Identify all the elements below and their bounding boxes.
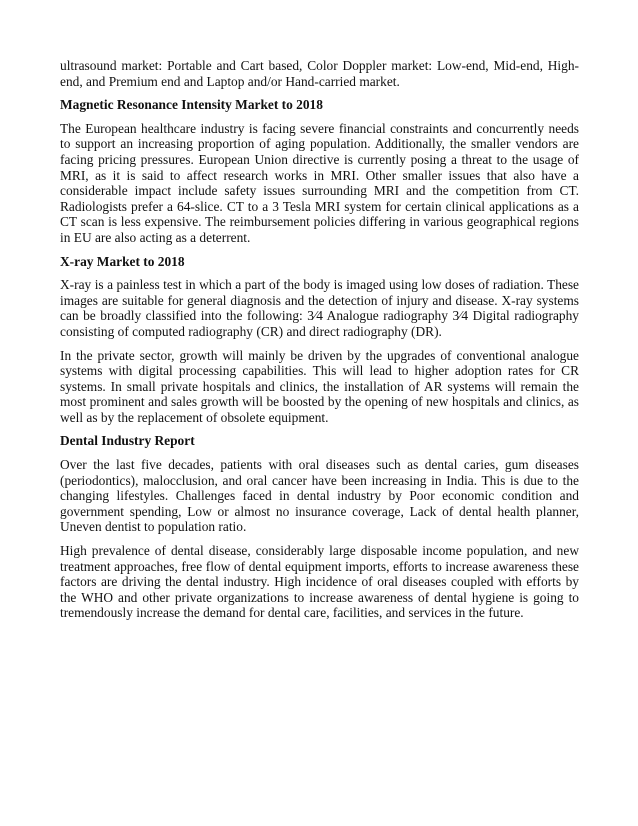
paragraph-dental-drivers: High prevalence of dental disease, considerably large disposable income population, and new treatment approaches, free flow of dental equipment imports, efforts to increase awareness these factors are driving the dental industry. High incidence of oral diseases coupled with efforts by the WHO and other private organizations to increase awareness of dental hygiene is going to tremendously increase the demand for dental care, facilities, and services in the future. <box>60 543 579 621</box>
paragraph-mri: The European healthcare industry is facing severe financial constraints and concurrently needs to support an increasing proportion of aging population. Additionally, the smaller vendors are facing pricing pressures. European Union directive is currently posing a threat to the usage of MRI, as it is said to affect research works in MRI. Other smaller issues that also have a considerable impact include safety issues surrounding MRI and the competition from CT. Radiologists prefer a 64-slice. CT to a 3 Tesla MRI system for certain clinical applications as a CT scan is less expensive. The reimbursement policies differing in various geographical regions in EU are also acting as a deterrent. <box>60 120 579 245</box>
heading-mri-market: Magnetic Resonance Intensity Market to 2018 <box>60 97 323 113</box>
paragraph-xray-intro: X-ray is a painless test in which a part of the body is imaged using low doses of radiation. These images are suitable for general diagnosis and the detection of injury and disease. X-ray systems can be broadly classified into the following: 3⁄4 Analogue radiography 3⁄4 Digital radiography consisting of computed radiography (CR) and direct radiography (DR). <box>60 277 579 339</box>
heading-dental-industry: Dental Industry Report <box>60 433 195 449</box>
heading-xray-market: X-ray Market to 2018 <box>60 253 185 269</box>
paragraph-dental-challenges: Over the last five decades, patients with oral diseases such as dental caries, gum diseases (periodontics), malocclusion, and oral cancer have been increasing in India. This is due to the changing lifestyles. Challenges faced in dental industry by Poor economic condition and government spending, Low or almost no insurance coverage, Lack of dental health planner, Uneven dentist to population ratio. <box>60 457 579 535</box>
document-page <box>60 58 579 629</box>
paragraph-ultrasound-continuation: ultrasound market: Portable and Cart based, Color Doppler market: Low-end, Mid-end, High-end, and Premium end and Laptop and/or Hand-carried market. <box>60 58 579 89</box>
paragraph-xray-private-sector: In the private sector, growth will mainly be driven by the upgrades of conventional analogue systems with digital processing capabilities. This will lead to higher adoption rates for CR systems. In small private hospitals and clinics, the installation of AR systems will remain the most prominent and sales growth will be boosted by the opening of new hospitals and clinics, as well as by the replacement of obsolete equipment. <box>60 347 579 425</box>
